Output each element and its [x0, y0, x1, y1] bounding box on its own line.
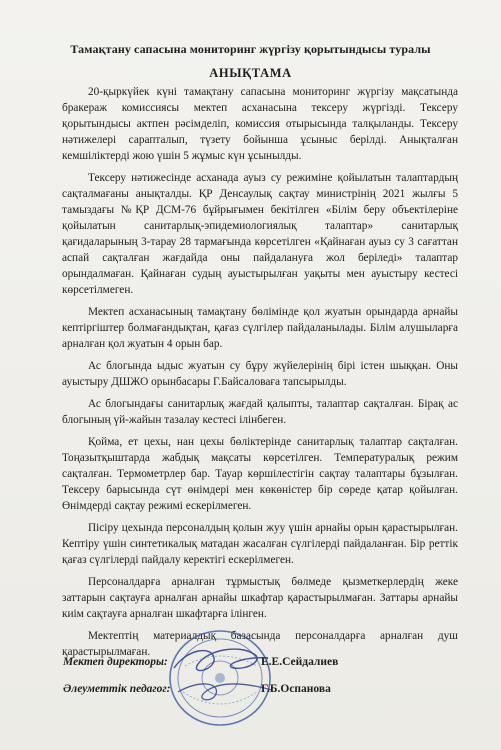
paragraph: Мектеп асханасының тамақтану бөлімінде қол жуатын орындарда арнайы кептіргіштер болмағандықтан, қағаз сүлгілер пайдаланылады. Білім алушыларға арналған қол жуатын 4 орын бар. — [62, 306, 458, 350]
signature-line-director — [63, 656, 463, 674]
signature-role: Әлеуметтік педагог: — [63, 683, 171, 695]
paragraph: Пісіру цехында персоналдың қолын жуу үшін арнайы орын қарастырылған. Кептіру үшін синтетикалық матадан жасалған сүлгілерді пайдаланған. Бір реттік қағаз сүлгілерді пайдалу керектігі ескерілмеген. — [62, 522, 458, 566]
paragraph: Персоналдарға арналған тұрмыстық бөлмеде қызметкерлердің жеке заттарын сақтауға арналған арнайы шкафтар қарастырылмаған. Заттары арнайы киім сақтауға арналған шкафтарға ілінген. — [62, 576, 458, 620]
signature-name: Е.Е.Сейдалиев — [261, 656, 339, 668]
paragraph: Қойма, ет цехы, нан цехы бөліктерінде санитарлық талаптар сақталған. Тоңазытқыштарда жабдық мақсаты көрсетілген. Температуралық режим сақталған. Термометрлер бар. Тауар көршілестігін сақтау талаптары бұзылған. Тексеру барысында сүт өнімдері мен көкөністер бір сөреде қатар қойылған. Өнімдерді сақтау режимі ескерілмеген. — [62, 436, 458, 512]
paragraph: Тексеру нәтижесінде асханада ауыз су режиміне қойылатын талаптардың сақталмағаны анықталды. ҚР Денсаулық сақтау министрінің 2021 жылғы 5 тамыздағы №ҚР ДСМ-76 бұйрығымен бекітілген «Білім беру объектілеріне қойылатын санитарлық-эпидемиологиялық талаптар» санитарлық қағидаларының 3-тарау 28 тармағында көрсетілген «Қайнаған ауыз су 3 сағаттан аспай сақталған жағдайда оны пайдалануға жол беріледі» талаптар орындалмаған. Қайнаған судың ауыстырылған уақыты мен ауыстыру кестесі көрсетілмеген. — [62, 172, 458, 296]
signature-line-social-pedagogue — [63, 683, 463, 701]
paragraph: Мектептің материалдық базасында персоналдарға арналған душ қарастырылмаған. — [62, 630, 458, 658]
signature-role: Мектеп директоры: — [63, 656, 168, 668]
paragraph: Ас блогындағы санитарлық жағдай қалыпты, талаптар сақталған. Бірақ ас блогының үй-жайын тазалау кестесі ілінбеген. — [62, 398, 458, 426]
signature-name: Г.Б.Оспанова — [261, 683, 331, 695]
paragraph: Ас блогында ыдыс жуатын су бұру жүйелерінің бірі істен шыққан. Оны ауыстыру ДШЖО орынбасары Г.Байсаловаға тапсырылды. — [62, 360, 458, 388]
document-body — [62, 84, 458, 666]
document-title: Тамақтану сапасына мониторинг жүргізу қорытындысы туралы — [70, 42, 431, 56]
paragraph: 20-қыркүйек күні тамақтану сапасына мониторинг жүргізу мақсатында бракераж комиссиясы мектеп асханасына тексеру жүргізді. Тексеру қорытындысы актпен рәсімделіп, комиссия отырысында талқыланды. Тексеру нәтижелері сарапталып, түзету бойынша ұсыныс берілді. Анықталған кемшіліктерді жою үшін 5 жұмыс күн ұсынылды. — [62, 86, 458, 162]
document-subtitle: АНЫҚТАМА — [209, 66, 292, 80]
